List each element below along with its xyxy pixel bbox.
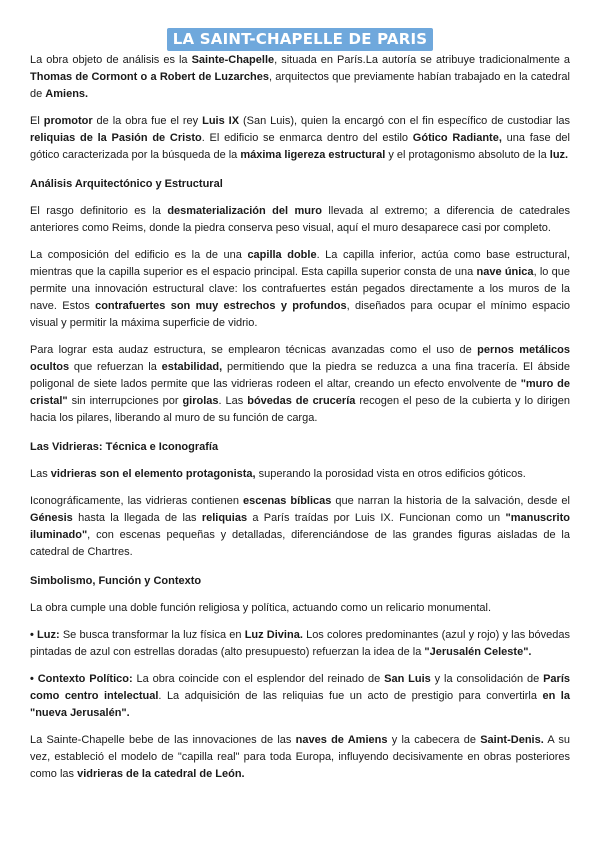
- text-run: . La adquisición de las reliquias fue un acto de prestigio para convertirla: [158, 690, 543, 702]
- page-title: LA SAINT-CHAPELLE DE PARIS: [167, 28, 433, 51]
- bold-run: Luis IX: [202, 115, 240, 127]
- bold-run: Saint-Denis.: [480, 734, 544, 746]
- bold-run: "muro de cristal": [30, 378, 570, 407]
- text-run: A su vez, estableció el modelo de "capilla real" para toda Europa, influyendo decisivamente en obras posteriores como las: [30, 734, 570, 780]
- stained-glass-paragraph-1: [30, 466, 570, 483]
- bold-run: nave única: [476, 266, 534, 278]
- stained-glass-paragraph-2: [30, 493, 570, 561]
- text-run: , con escenas pequeñas y detalladas, diferenciándose de las grandes figuras aisladas de la catedral de Chartres.: [30, 529, 570, 558]
- text-run: La obra objeto de análisis es la: [30, 54, 192, 66]
- text-run: que refuerzan la: [69, 361, 162, 373]
- bold-run: contrafuertes son muy estrechos y profundos: [95, 300, 347, 312]
- text-run: Se busca transformar la luz física en: [59, 629, 245, 641]
- bold-run: bóvedas de crucería: [247, 395, 356, 407]
- text-run: superando la porosidad vista en otros edificios góticos.: [255, 468, 526, 480]
- text-run: permitiendo que la piedra se reduzca a una fina tracería. El ábside poligonal de siete lados permite que las vidrieras rodeen el altar, creando un efecto envolvente de: [30, 361, 570, 390]
- bold-run: estabilidad,: [161, 361, 223, 373]
- bold-run: vidrieras de la catedral de León.: [77, 768, 245, 780]
- text-run: . La capilla inferior, actúa como base estructural, mientras que la capilla superior es el espacio principal. Esta capilla superior consta de una: [30, 249, 570, 278]
- text-run: Iconográficamente, las vidrieras contienen: [30, 495, 243, 507]
- bold-run: • Contexto Político:: [30, 673, 133, 685]
- bold-run: Gótico Radiante,: [412, 132, 502, 144]
- text-run: La obra cumple una doble función religiosa y política, actuando como un relicario monumental.: [30, 602, 492, 614]
- text-run: Las: [30, 468, 51, 480]
- bold-run: luz.: [549, 149, 569, 161]
- bold-run: París como centro intelectual: [30, 673, 571, 702]
- bold-run: San Luis: [384, 673, 431, 685]
- bold-run: escenas bíblicas: [242, 495, 332, 507]
- text-run: El rasgo definitorio es la: [30, 205, 168, 217]
- symbolism-bullet-political: [30, 671, 570, 722]
- text-run: llevada al extremo; a diferencia de catedrales anteriores como Reims, donde la piedra conserva peso visual, aquí el muro desaparece casi por completo.: [30, 205, 571, 234]
- text-run: Para lograr esta audaz estructura, se emplearon técnicas avanzadas como el uso de: [30, 344, 478, 356]
- text-run: La obra coincide con el esplendor del reinado de: [132, 673, 385, 685]
- text-run: una fase del gótico caracterizada por la búsqueda de la: [30, 132, 570, 161]
- text-run: hasta la llegada de las: [72, 512, 202, 524]
- architecture-paragraph-1: [30, 203, 570, 237]
- bold-run: promotor: [43, 115, 93, 127]
- text-run: sin interrupciones por: [67, 395, 183, 407]
- text-run: . El edificio se enmarca dentro del estilo: [201, 132, 413, 144]
- bold-run: naves de Amiens: [295, 734, 388, 746]
- bold-run: vidrieras son el elemento protagonista,: [50, 468, 256, 480]
- text-run: que narran la historia de la salvación, desde el: [331, 495, 570, 507]
- title-block: [30, 0, 570, 52]
- bold-run: desmaterialización del muro: [167, 205, 322, 217]
- bold-run: "Jerusalén Celeste".: [424, 646, 532, 658]
- text-run: de la obra fue el rey: [92, 115, 203, 127]
- text-run: , diseñados para ocupar el mínimo espacio visual y permitir la máxima superficie de vidrio.: [30, 300, 571, 329]
- text-run: El: [30, 115, 44, 127]
- text-run: , lo que permite una innovación estructural clave: los contrafuertes están pegados directamente a los muros de la nave. Estos: [30, 266, 570, 312]
- bold-run: Amiens.: [45, 88, 89, 100]
- text-run: , situada en París.La autoría se atribuye tradicionalmente a: [274, 54, 570, 66]
- bold-run: reliquias: [201, 512, 248, 524]
- symbolism-bullet-light: [30, 627, 570, 661]
- bold-run: máxima ligereza estructural: [240, 149, 386, 161]
- bold-run: Thomas de Cormont o a Robert de Luzarches: [30, 71, 269, 83]
- text-run: recogen el peso de la cubierta y lo dirigen hacia los pilares, liberando al muro de su función de carga.: [30, 395, 571, 424]
- bold-run: "manuscrito iluminado": [30, 512, 570, 541]
- text-run: Los colores predominantes (azul y rojo) y las bóvedas pintadas de azul con estrellas doradas (alto presupuesto) refuerzan la idea de la: [30, 629, 571, 658]
- text-run: a París traídas por Luis IX. Funcionan como un: [247, 512, 506, 524]
- text-run: y la consolidación de: [430, 673, 544, 685]
- bold-run: Sainte-Chapelle: [191, 54, 275, 66]
- intro-paragraph-1: [30, 52, 570, 103]
- text-run: y el protagonismo absoluto de la: [385, 149, 550, 161]
- bold-run: • Luz:: [30, 629, 60, 641]
- text-run: La Sainte-Chapelle bebe de las innovaciones de las: [30, 734, 296, 746]
- text-run: y la cabecera de: [387, 734, 481, 746]
- architecture-paragraph-2: [30, 247, 570, 332]
- bold-run: capilla doble: [247, 249, 317, 261]
- section-heading-stained-glass: Las Vidrieras: Técnica e Iconografía: [30, 441, 219, 453]
- section-heading-symbolism: Simbolismo, Función y Contexto: [30, 575, 202, 587]
- bold-run: Génesis: [30, 512, 73, 524]
- bold-run: girolas: [182, 395, 219, 407]
- intro-paragraph-2: [30, 113, 570, 164]
- bold-run: pernos metálicos ocultos: [30, 344, 570, 373]
- text-run: . Las: [218, 395, 248, 407]
- bold-run: en la "nueva Jerusalén".: [30, 690, 570, 719]
- bold-run: Luz Divina.: [244, 629, 303, 641]
- text-run: , arquitectos que previamente habían trabajado en la catedral de: [30, 71, 570, 100]
- bold-run: reliquias de la Pasión de Cristo: [30, 132, 202, 144]
- text-run: (San Luis), quien la encargó con el fin específico de custodiar las: [239, 115, 571, 127]
- symbolism-paragraph-1: [30, 600, 570, 617]
- architecture-paragraph-3: [30, 342, 570, 427]
- text-run: La composición del edificio es la de una: [30, 249, 248, 261]
- section-heading-architecture: Análisis Arquitectónico y Estructural: [30, 178, 223, 190]
- symbolism-paragraph-conclusion: [30, 732, 570, 783]
- document-body: [30, 52, 570, 783]
